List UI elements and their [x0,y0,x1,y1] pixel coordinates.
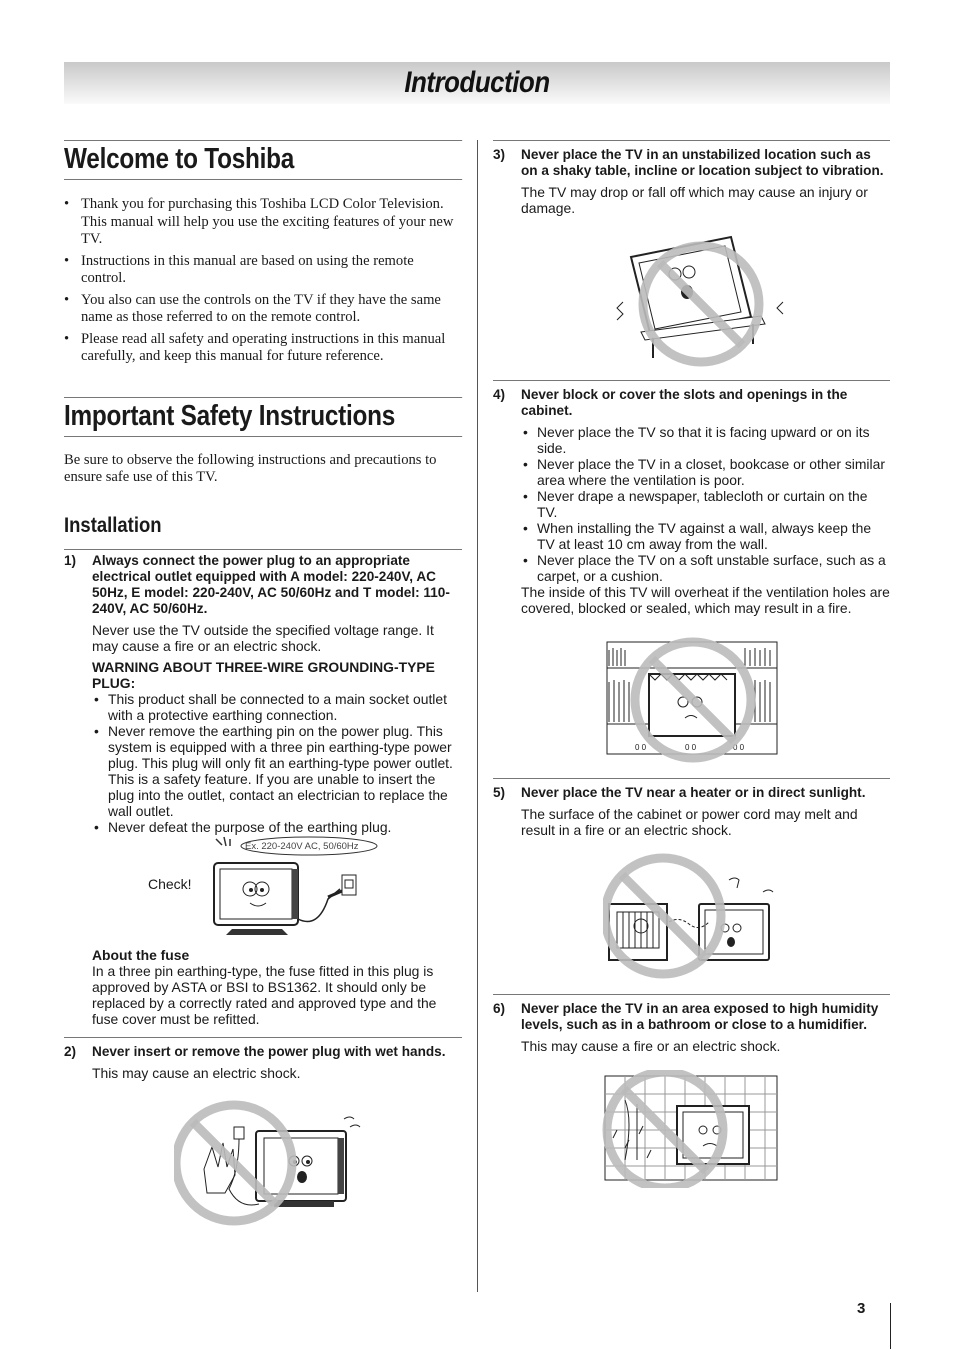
item-heading: Never place the TV in an unstabilized location such as on a shaky table, incline or location subject to vibration. [521,147,884,178]
item-number: 3) [493,147,506,162]
safety-item-2 [64,1037,462,1229]
chapter-title: Introduction [404,66,550,99]
svg-text:0 0: 0 0 [635,743,647,752]
safety-intro: Be sure to observe the following instructions and precautions to ensure safe use of this TV. [64,451,437,485]
item-body: Never use the TV outside the specified voltage range. It may cause a fire or an electric shock. [92,621,434,654]
item-number: 2) [64,1043,77,1059]
welcome-heading: Welcome to Toshiba [64,140,462,180]
safety-item-1 [64,549,462,1027]
item-body: The inside of this TV will overheat if the ventilation holes are covered, blocked or sealed, which may result in a fire. [521,584,890,616]
list-item: • Instructions in this manual are based on using the remote control. [64,253,462,288]
welcome-list [64,196,462,366]
item-body: This may cause a fire or an electric shock. [521,1038,781,1054]
unstable-table-illustration [593,232,793,372]
fuse-body: In a three pin earthing-type, the fuse fitted in this plug is approved by ASTA or BSI to BS1362. It should only be replaced by a correctly rated and approved type and the fuse cover must be refitted. [92,962,437,1027]
list-item: • Never defeat the purpose of the earthing plug. [92,819,462,835]
svg-text:0 0: 0 0 [685,743,697,752]
list-item: • You also can use the controls on the TV if they have the same name as those referred to on the remote control. [64,292,462,327]
list-item: • When installing the TV against a wall, always keep the TV at least 10 cm away from the wall. [521,520,890,552]
item-number: 5) [493,785,506,800]
safety-item-4 [493,380,890,764]
list-item: • This product shall be connected to a main socket outlet with a protective earthing connection. [92,691,462,723]
list-item: • Never drape a newspaper, tablecloth or curtain on the TV. [521,488,890,520]
svg-text:0 0: 0 0 [733,743,745,752]
left-column [64,140,462,1229]
right-column [493,140,890,1188]
check-label: Check! [148,875,192,892]
safety-item-5 [493,778,890,980]
list-item: • Please read all safety and operating instructions in this manual carefully, and keep this manual for future reference. [64,331,462,366]
safety-item-3 [493,140,890,372]
ventilation-list [521,424,890,584]
warning-list [92,691,462,835]
list-item: • Never place the TV in a closet, bookcase or other similar area where the ventilation is poor. [521,456,890,488]
item-body: This may cause an electric shock. [92,1064,301,1081]
page-number-rule [890,1303,891,1349]
list-item: • Thank you for purchasing this Toshiba LCD Color Television. This manual will help you use the exciting features of your new TV. [64,196,462,249]
wet-hands-illustration [174,1099,374,1229]
installation-heading: Installation [64,513,162,537]
item-heading: Never insert or remove the power plug with wet hands. [92,1043,446,1059]
item-number: 6) [493,1001,506,1016]
safety-heading: Important Safety Instructions [64,397,462,437]
safety-item-6 [493,994,890,1188]
list-item: • Never place the TV so that it is facing upward or on its side. [521,424,890,456]
page-number: 3 [857,1300,866,1317]
bookcase-illustration [605,636,780,764]
fuse-heading: About the fuse [92,946,190,963]
item-body: The surface of the cabinet or power cord may melt and result in a fire or an electric shock. [521,806,858,838]
voltage-bubble: Ex. 220-240V AC, 50/60Hz [245,840,359,852]
chapter-header [64,62,890,104]
item-heading: Always connect the power plug to an appropriate electrical outlet equipped with A model: 220-240V, AC 50Hz, E model: 220-240V, AC 50/60Hz and T model: 110-240V, AC 50/60Hz. [92,552,450,616]
humidity-illustration [599,1070,784,1188]
item-number: 4) [493,387,506,402]
list-item: • Never place the TV on a soft unstable surface, such as a carpet, or a cushion. [521,552,890,584]
heater-illustration [603,852,783,980]
item-heading: Never place the TV in an area exposed to high humidity levels, such as in a bathroom or close to a humidifier. [521,1001,879,1032]
item-heading: Never block or cover the slots and openings in the cabinet. [521,387,848,418]
check-illustration [64,835,462,947]
item-heading: Never place the TV near a heater or in direct sunlight. [521,785,866,800]
list-item: • Never remove the earthing pin on the power plug. This system is equipped with a three pin earthing-type power plug. This plug will only fit an earthing-type power outlet. This is a safety feature. If you are unable to insert the plug into the outlet, contact an electrician to replace the wall outlet. [92,723,462,819]
column-divider [477,140,478,1292]
item-body: The TV may drop or fall off which may cause an injury or damage. [521,184,868,216]
item-number: 1) [64,552,77,568]
warning-heading: WARNING ABOUT THREE-WIRE GROUNDING-TYPE PLUG: [92,658,435,691]
